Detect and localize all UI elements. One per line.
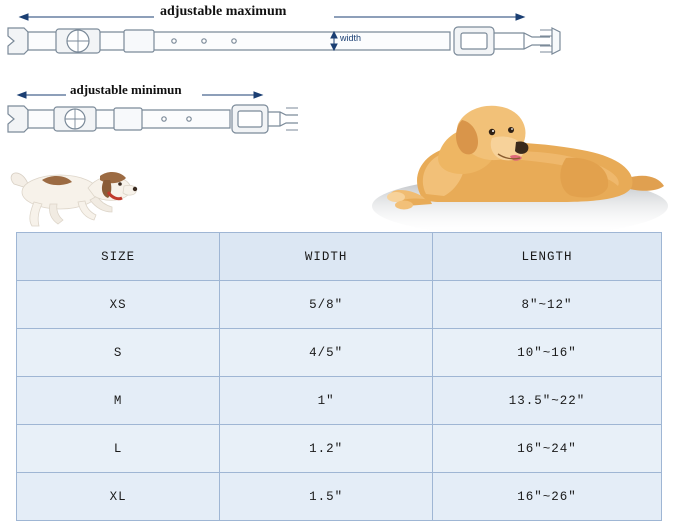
- width-label: width: [340, 33, 362, 43]
- cell-width: 1.2": [220, 425, 433, 473]
- cell-length: 16"~24": [433, 425, 662, 473]
- cell-size: M: [17, 377, 220, 425]
- cell-width: 5/8": [220, 281, 433, 329]
- cell-width: 1.5": [220, 473, 433, 521]
- header-size: SIZE: [17, 233, 220, 281]
- cell-length: 13.5"~22": [433, 377, 662, 425]
- lying-dog-icon: [370, 98, 670, 238]
- table-row: [17, 377, 662, 425]
- table-row: [17, 281, 662, 329]
- cell-width: 1": [220, 377, 433, 425]
- size-chart-table: [16, 232, 662, 521]
- cell-length: 16"~26": [433, 473, 662, 521]
- cell-size: XS: [17, 281, 220, 329]
- table-row: [17, 329, 662, 377]
- cell-length: 8"~12": [433, 281, 662, 329]
- table-row: [17, 425, 662, 473]
- adjustable-minimum-label: adjustable minimun: [70, 82, 182, 97]
- running-dog-icon: [8, 158, 138, 230]
- table-header-row: [17, 233, 662, 281]
- cell-size: XL: [17, 473, 220, 521]
- cell-width: 4/5": [220, 329, 433, 377]
- adjustable-maximum-label: adjustable maximum: [160, 4, 287, 19]
- cell-length: 10"~16": [433, 329, 662, 377]
- cell-size: S: [17, 329, 220, 377]
- cell-size: L: [17, 425, 220, 473]
- header-length: LENGTH: [433, 233, 662, 281]
- header-width: WIDTH: [220, 233, 433, 281]
- table-row: [17, 473, 662, 521]
